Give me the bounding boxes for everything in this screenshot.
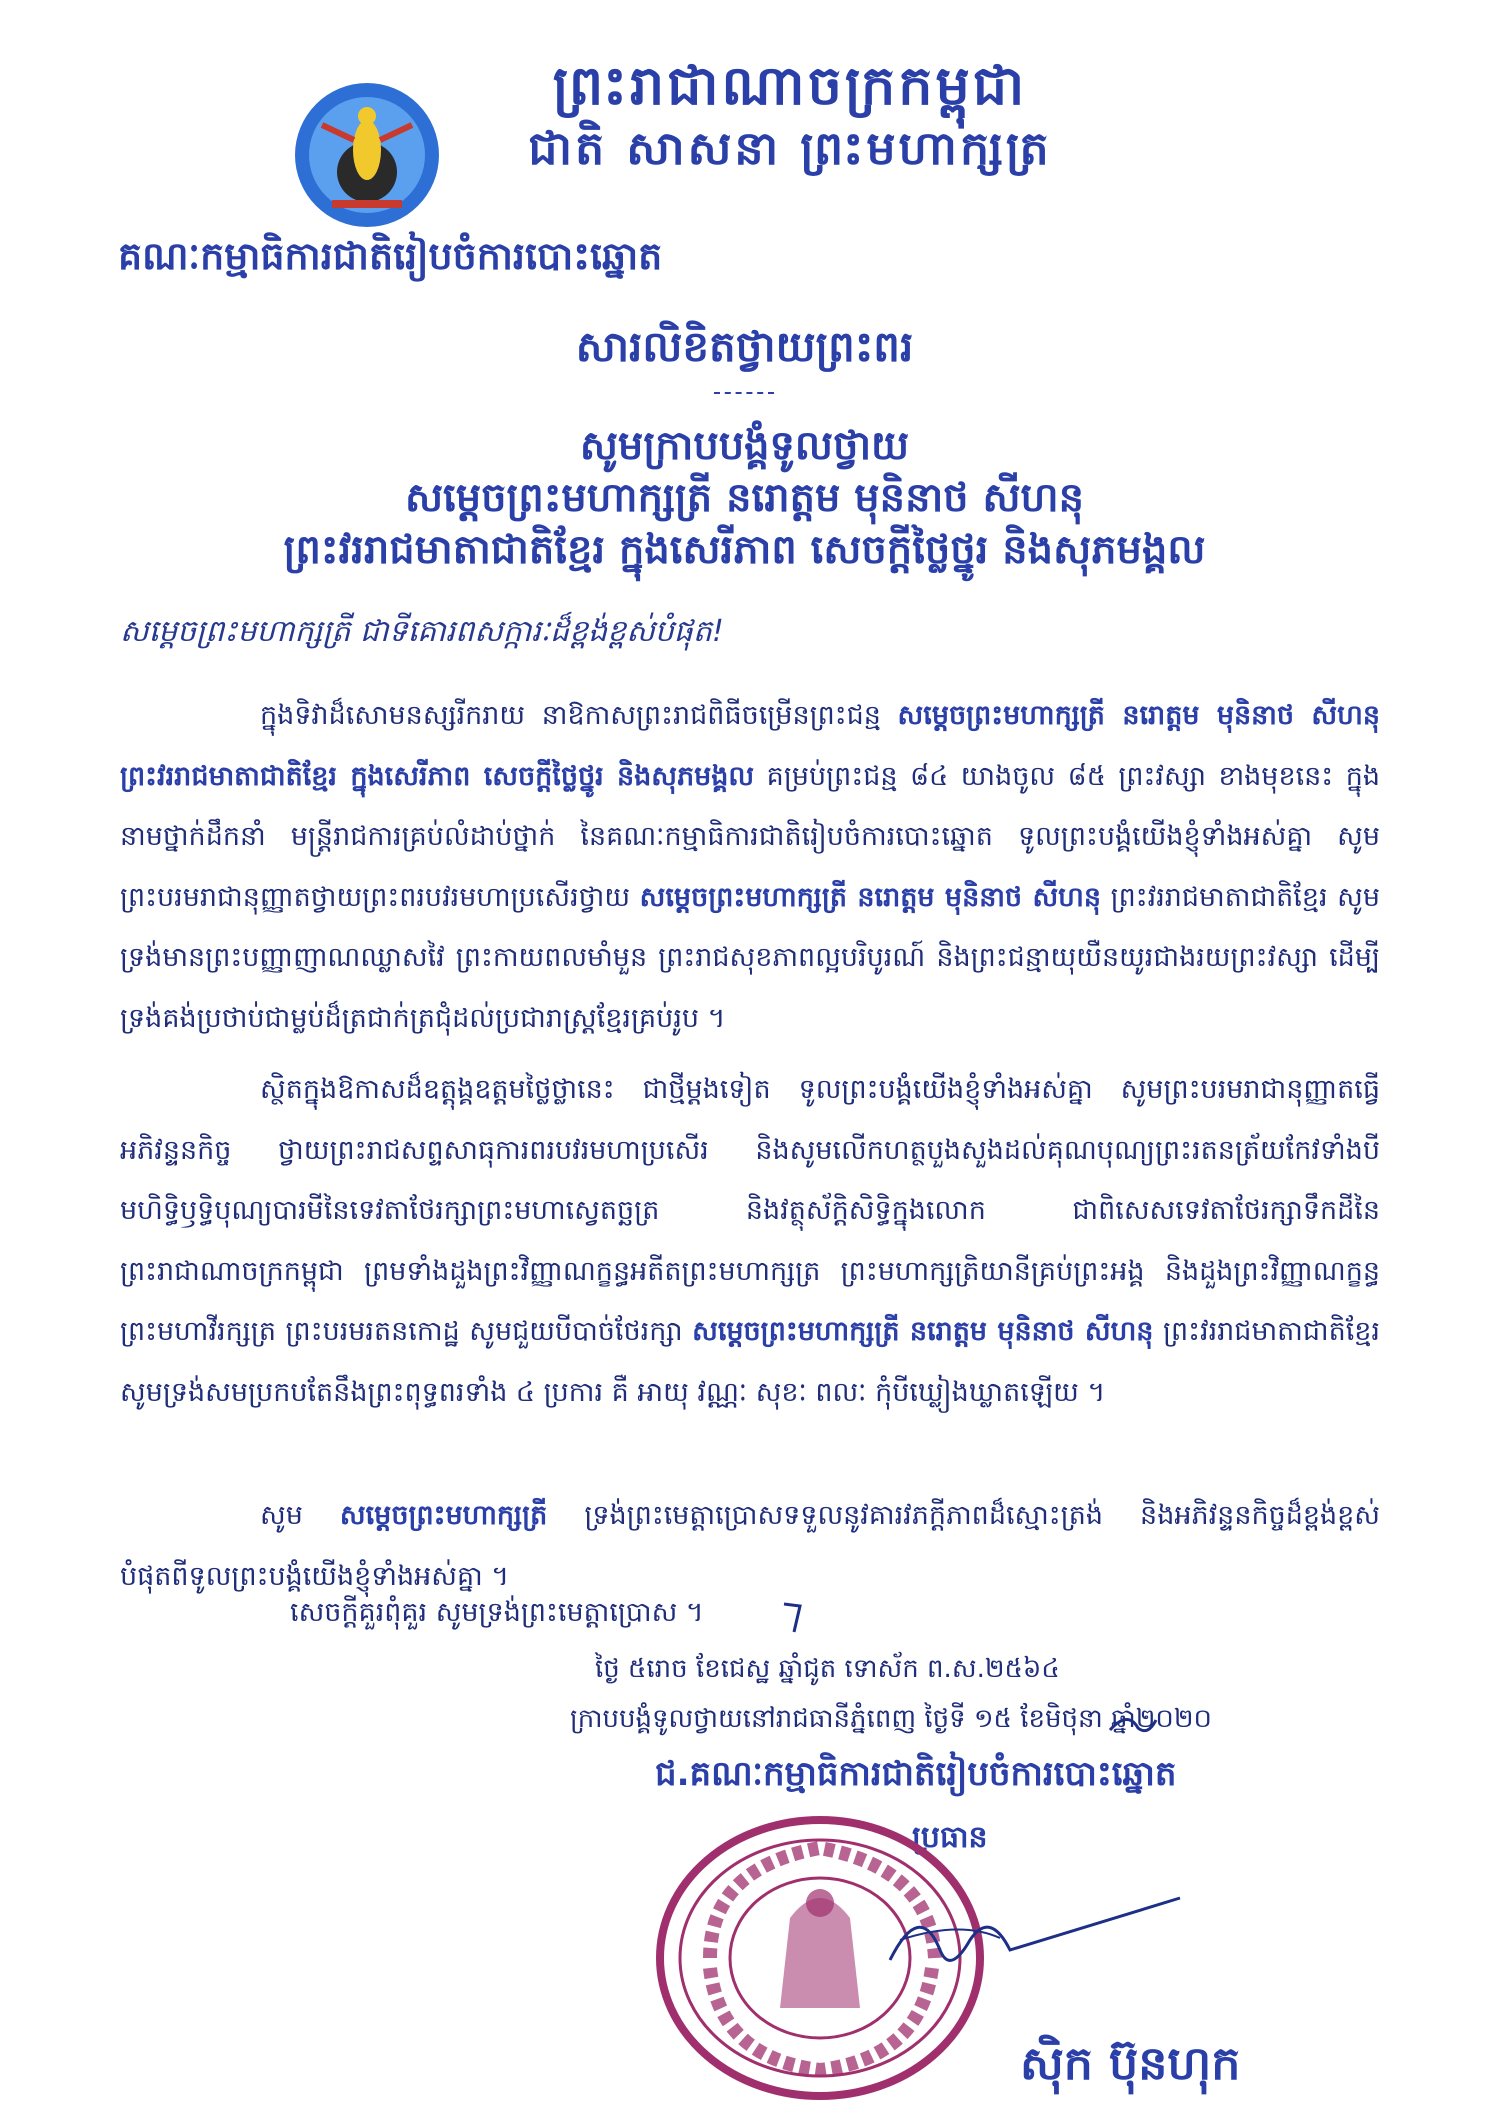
message-title: សារលិខិតថ្វាយព្រះពរ bbox=[575, 322, 914, 371]
body-paragraph-2 bbox=[120, 1060, 1380, 1423]
handwritten-signature-icon bbox=[880, 1880, 1190, 1990]
body-paragraph-1 bbox=[120, 686, 1380, 1049]
organization-name: គណៈកម្មាធិការជាតិរៀបចំការបោះឆ្នោត bbox=[118, 234, 663, 278]
subtitle-line-1: សូមក្រាបបង្គំទូលថ្វាយ bbox=[579, 423, 910, 469]
handwritten-mark-icon bbox=[1108, 1700, 1158, 1740]
p2-text-a: ស្ថិតក្នុងឱកាសដ៏ឧត្តុង្គឧត្តមថ្លៃថ្លានេះ ជាថ្មីម្តងទៀត ទូលព្រះបង្គំយើងខ្ញុំទាំងអស់គ្នា សូមព្រះបរមរាជានុញ្ញាតធ្វើអភិវន្ទនកិច្ច ថ្វាយព្រះរាជសព្ទសាធុការពរបវរមហាប្រសើរ និងសូមលើកហត្ថបួងសួងដល់គុណបុណ្យព្រះរតនត្រ័យកែវទាំងបី មហិទ្ធិឫទ្ធិបុណ្យបារមីនៃទេវតាថែរក្សាព្រះមហាស្វេតច្ឆត្រ និងវត្ថុស័ក្តិសិទ្ធិក្នុងលោក ជាពិសេសទេវតាថែរក្សាទឹកដីនៃព្រះរាជាណាចក្រកម្ពុជា ព្រមទាំងដួងព្រះវិញ្ញាណក្ខន្ធអតីតព្រះមហាក្សត្រ ព្រះមហាក្សត្រិយានីគ្រប់ព្រះអង្គ និងដួងព្រះវិញ្ញាណក្ខន្ធ ព្រះមហាវីរក្សត្រ ព្រះបរមរតនកោដ្ឋ សូមជួយបីបាច់ថែរក្សា bbox=[120, 1074, 1380, 1347]
p1-bold-a: សម្តេចព្រះមហាក្សត្រី នរោត្តម មុនិនាថ សីហនុ ព្រះវររាជមាតាជាតិខ្មែរ ក្នុងសេរីភាព សេចក្តីថ្លៃថ្នូរ និងសុភមង្គល bbox=[120, 700, 1380, 792]
subtitle-line-2: សម្តេចព្រះមហាក្សត្រី នរោត្តម មុនិនាថ សីហនុ bbox=[404, 475, 1085, 521]
salutation: សម្តេចព្រះមហាក្សត្រី ជាទីគោរពសក្ការៈដ៏ខ្ពង់ខ្ពស់បំផុត! bbox=[120, 614, 724, 649]
solar-date: ក្រាបបង្គំទូលថ្វាយនៅរាជធានីភ្នំពេញ ថ្ងៃទី ១៥ ខែមិថុនា ឆ្នាំ២០២០ bbox=[570, 1704, 1212, 1734]
kingdom-heading: ព្រះរាជាណាចក្រកម្ពុជា bbox=[552, 54, 1028, 117]
p1-text-a: ក្នុងទិវាដ៏សោមនស្សរីករាយ នាឱកាសព្រះរាជពិធីចម្រើនព្រះជន្ម bbox=[260, 700, 898, 731]
p1-bold-b: សម្តេចព្រះមហាក្សត្រី នរោត្តម មុនិនាថ សីហនុ bbox=[639, 881, 1102, 913]
p3-text-a: សូម bbox=[260, 1500, 340, 1531]
signatory-organization: ជ.គណៈកម្មាធិការជាតិរៀបចំការបោះឆ្នោត bbox=[655, 1754, 1177, 1794]
subtitle-line-3: ព្រះវររាជមាតាជាតិខ្មែរ ក្នុងសេរីភាព សេចក្តីថ្លៃថ្នូរ និងសុភមង្គល bbox=[283, 527, 1206, 573]
p2-text-b: ព្រះវររាជមាតាជាតិខ្មែរ សូមទ្រង់សមប្រកបតែនឹងព្រះពុទ្ធពរទាំង ៤ ប្រការ គឺ អាយុ វណ្ណៈ សុខៈ ពលៈ កុំបីឃ្លៀងឃ្លាតឡើយ ។ bbox=[120, 1316, 1380, 1408]
title-divider bbox=[714, 392, 774, 394]
body-paragraph-3 bbox=[120, 1486, 1380, 1607]
organization-emblem-icon bbox=[292, 80, 442, 230]
p3-text-b: ទ្រង់ព្រះមេត្តាប្រោសទទួលនូវគារវភក្តីភាពដ៏ស្មោះត្រង់ និងអភិវន្ទនកិច្ចដ៏ខ្ពង់ខ្ពស់បំផុតពីទូលព្រះបង្គំយើងខ្ញុំទាំងអស់គ្នា ។ bbox=[120, 1500, 1380, 1592]
p2-bold-a: សម្តេចព្រះមហាក្សត្រី នរោត្តម មុនិនាថ សីហនុ bbox=[692, 1316, 1154, 1347]
p3-bold-a: សម្តេចព្រះមហាក្សត្រី bbox=[339, 1500, 548, 1531]
p1-text-c: ព្រះវររាជមាតាជាតិខ្មែរ សូមទ្រង់មានព្រះបញ្ញាញាណឈ្លាសវៃ ព្រះកាយពលមាំមួន ព្រះរាជសុខភាពល្អបរិបូរណ៍ និងព្រះជន្មាយុយឺនយូរជាងរយព្រះវស្សា ដើម្បីទ្រង់គង់ប្រថាប់ជាម្លប់ដ៏ត្រជាក់ត្រជុំដល់ប្រជារាស្ត្រខ្មែរគ្រប់រូប ។ bbox=[120, 881, 1381, 1034]
handwritten-mark-icon bbox=[780, 1596, 820, 1636]
signatory-name: ស៊ិក ប៊ុនហុក bbox=[1020, 2036, 1241, 2090]
closing-line: សេចក្តីគួរពុំគួរ សូមទ្រង់ព្រះមេត្តាប្រោស ។ bbox=[290, 1597, 704, 1628]
lunar-date: ថ្ងៃ ៥រោច ខែជេស្ឋ ឆ្នាំជូត ទោស័ក ព.ស.២៥៦៤ bbox=[595, 1654, 1060, 1684]
p1-text-b: គម្រប់ព្រះជន្ម ៨៤ យាងចូល ៨៥ ព្រះវស្សា ខាងមុខនេះ ក្នុងនាមថ្នាក់ដឹកនាំ មន្ត្រីរាជការគ្រប់លំដាប់ថ្នាក់ នៃគណៈកម្មាធិការជាតិរៀបចំការបោះឆ្នោត ទូលព្រះបង្គំយើងខ្ញុំទាំងអស់គ្នា សូមព្រះបរមរាជានុញ្ញាតថ្វាយព្រះពរបវរមហាប្រសើរថ្វាយ bbox=[120, 760, 1380, 913]
national-motto: ជាតិ សាសនា ព្រះមហាក្សត្រ bbox=[528, 121, 1052, 175]
signatory-title: ប្រធាន bbox=[912, 1820, 988, 1855]
